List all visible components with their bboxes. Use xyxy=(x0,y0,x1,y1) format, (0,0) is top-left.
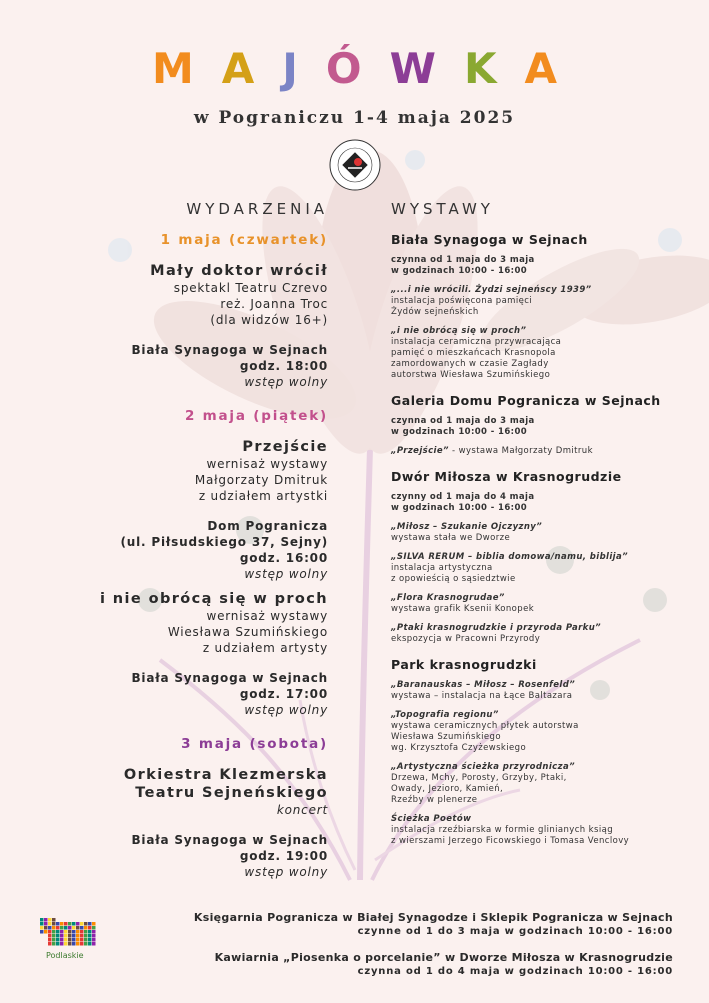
logo-mosaic-tile xyxy=(52,930,56,934)
logo-mosaic-tile xyxy=(68,922,72,926)
exhibition-title xyxy=(391,710,691,721)
logo-mosaic-tile xyxy=(92,942,96,946)
logo-mosaic-tile xyxy=(64,930,68,934)
logo-mosaic-tile xyxy=(84,922,88,926)
logo-mosaic-tile xyxy=(64,938,68,942)
title-letter: A xyxy=(221,44,255,93)
venue-hours-line: w godzinach 10:00 - 16:00 xyxy=(391,427,528,437)
title-letter: Ó xyxy=(325,44,362,93)
logo-mosaic-tile xyxy=(72,942,76,946)
logo-mosaic-tile xyxy=(80,934,84,938)
logo-mosaic-tile xyxy=(72,934,76,938)
logo-mosaic-tile xyxy=(76,938,80,942)
foundation-seal-icon xyxy=(328,138,382,192)
logo-mosaic-tile xyxy=(92,922,96,926)
logo-mosaic-tile xyxy=(52,922,56,926)
venue-hours xyxy=(391,416,691,438)
logo-mosaic-tile xyxy=(76,942,80,946)
logo-mosaic-tile xyxy=(64,942,68,946)
event-description: wernisaż wystawy xyxy=(206,609,328,623)
logo-mosaic-tile xyxy=(60,922,64,926)
logo-mosaic-tile xyxy=(76,922,80,926)
logo-mosaic-tile xyxy=(76,934,80,938)
event-meta xyxy=(90,342,328,390)
footer-bookshop-hours: czynne od 1 do 3 maja w godzinach 10:00 - 16:00 xyxy=(357,926,673,937)
exhibition-title xyxy=(391,522,691,533)
logo-mosaic-tile xyxy=(84,934,88,938)
footer-bookshop-title: Księgarnia Pogranicza w Białej Synagodze i Sklepik Pogranicza w Sejnach xyxy=(193,911,673,924)
logo-mosaic-tile xyxy=(60,926,64,930)
exhibition-description: wg. Krzysztofa Czyżewskiego xyxy=(391,743,527,753)
logo-mosaic-tile xyxy=(56,922,60,926)
event-place: Dom Pogranicza xyxy=(207,519,328,533)
logo-mosaic-tile xyxy=(52,926,56,930)
exhibition-title-text: „...i nie wrócili. Żydzi sejneńscy 1939” xyxy=(391,285,592,295)
logo-mosaic-tile xyxy=(72,938,76,942)
title-letter: W xyxy=(389,44,436,93)
event-type: koncert xyxy=(276,803,328,817)
logo-mosaic-tile xyxy=(40,930,44,934)
venue-hours-line: czynna od 1 maja do 3 maja xyxy=(391,416,535,426)
exhibition-title xyxy=(391,814,691,825)
exhibition-title xyxy=(391,285,691,296)
exhibition-item xyxy=(391,593,691,615)
venue-hours xyxy=(391,255,691,277)
venue-hours xyxy=(391,492,691,514)
poster-title xyxy=(0,44,709,93)
venue-name: Galeria Domu Pogranicza w Sejnach xyxy=(391,393,661,408)
exhibition-item xyxy=(391,680,691,702)
logo-mosaic-tile xyxy=(88,934,92,938)
event-title: Przejście xyxy=(242,439,328,455)
exhibition-description: instalacja rzeźbiarska w formie glinianych ksiąg xyxy=(391,825,613,835)
venue-hours-line: w godzinach 10:00 - 16:00 xyxy=(391,503,528,513)
logo-mosaic-tile xyxy=(92,930,96,934)
event-description: Małgorzaty Dmitruk xyxy=(194,473,328,487)
exhibition-description: wystawa ceramicznych płytek autorstwa xyxy=(391,721,579,731)
exhibition-description: pamięć o mieszkańcach Krasnopola xyxy=(391,348,556,358)
day-heading: 3 maja (sobota) xyxy=(181,736,328,752)
logo-mosaic-tile xyxy=(68,942,72,946)
exhibition-inline-desc: - wystawa Małgorzaty Dmitruk xyxy=(448,446,593,456)
venue-name: Park krasnogrudzki xyxy=(391,657,537,672)
logo-mosaic-tile xyxy=(40,922,44,926)
exhibition-title xyxy=(391,593,691,604)
logo-mosaic-tile xyxy=(60,930,64,934)
exhibition-item xyxy=(391,285,691,318)
day-heading: 2 maja (piątek) xyxy=(184,408,328,424)
exhibition-title-text: „Flora Krasnogrudae” xyxy=(391,593,505,603)
logo-mosaic-tile xyxy=(40,918,44,922)
logo-mosaic-tile xyxy=(48,922,52,926)
exhibition-title-text: „SILVA RERUM – biblia domowa/namu, biblija” xyxy=(391,552,629,562)
event-place: godz. 18:00 xyxy=(239,359,328,373)
event-description: reż. Joanna Troc xyxy=(220,297,328,311)
event-description: Wiesława Szumińskiego xyxy=(167,625,328,639)
exhibition-title-text: „Ptaki krasnogrudzkie i przyroda Parku” xyxy=(391,623,602,633)
logo-mosaic-tile xyxy=(72,926,76,930)
logo-mosaic-tile xyxy=(68,930,72,934)
logo-mosaic-tile xyxy=(60,934,64,938)
event-admission: wstęp wolny xyxy=(244,703,328,717)
logo-mosaic-tile xyxy=(80,942,84,946)
logo-mosaic-tile xyxy=(40,926,44,930)
logo-mosaic-tile xyxy=(52,918,56,922)
exhibition-description: z wierszami Jerzego Ficowskiego i Tomasa Venclovy xyxy=(391,836,630,846)
event-admission: wstęp wolny xyxy=(244,567,328,581)
event-description: z udziałem artystki xyxy=(198,489,328,503)
logo-mosaic-tile xyxy=(80,926,84,930)
logo-mosaic-tile xyxy=(48,926,52,930)
exhibitions-heading: WYSTAWY xyxy=(391,200,494,218)
venue-hours-line: czynny od 1 maja do 4 maja xyxy=(391,492,535,502)
title-letter: M xyxy=(151,44,194,93)
exhibition-item xyxy=(391,623,691,645)
event-title: i nie obrócą się w proch xyxy=(99,591,328,607)
event-description: wernisaż wystawy xyxy=(206,457,328,471)
exhibition-item xyxy=(391,814,691,847)
logo-mosaic-tile xyxy=(64,922,68,926)
event-place: godz. 17:00 xyxy=(239,687,328,701)
exhibition-title xyxy=(391,446,691,457)
logo-mosaic-tile xyxy=(48,938,52,942)
event-item xyxy=(90,438,328,582)
event-meta xyxy=(90,518,328,582)
logo-mosaic-tile xyxy=(48,934,52,938)
exhibition-title-text: „i nie obrócą się w proch” xyxy=(391,326,527,336)
event-admission: wstęp wolny xyxy=(244,865,328,879)
logo-mosaic-tile xyxy=(72,930,76,934)
logo-mosaic-tile xyxy=(88,938,92,942)
podlaskie-logo-text: Podlaskie xyxy=(46,951,84,960)
exhibition-item xyxy=(391,552,691,585)
exhibition-title xyxy=(391,623,691,634)
exhibition-item xyxy=(391,446,691,457)
event-item xyxy=(90,262,328,390)
logo-mosaic-tile xyxy=(92,938,96,942)
exhibition-description: Drzewa, Mchy, Porosty, Grzyby, Ptaki, xyxy=(391,773,567,783)
event-description: spektakl Teatru Czrevo xyxy=(173,281,328,295)
logo-mosaic-tile xyxy=(84,938,88,942)
logo-mosaic-tile xyxy=(44,918,48,922)
logo-mosaic-tile xyxy=(56,926,60,930)
title-letter: J xyxy=(282,44,298,93)
logo-mosaic-tile xyxy=(80,922,84,926)
venue-hours-line: w godzinach 10:00 - 16:00 xyxy=(391,266,528,276)
logo-mosaic-tile xyxy=(56,938,60,942)
logo-mosaic-tile xyxy=(52,942,56,946)
exhibition-title xyxy=(391,326,691,337)
event-title: Mały doktor wrócił xyxy=(150,263,328,279)
footer-cafe xyxy=(113,950,673,979)
exhibition-title xyxy=(391,762,691,773)
event-item xyxy=(90,590,328,718)
exhibition-description: ekspozycja w Pracowni Przyrody xyxy=(391,634,541,644)
exhibition-title-text: „Artystyczna ścieżka przyrodnicza” xyxy=(391,762,575,772)
exhibition-description: Owady, Jezioro, Kamień, xyxy=(391,784,504,794)
event-item xyxy=(90,766,328,880)
logo-mosaic-tile xyxy=(76,930,80,934)
event-place: godz. 16:00 xyxy=(239,551,328,565)
exhibition-description: wystawa – instalacja na Łące Baltazara xyxy=(391,691,573,701)
event-meta xyxy=(90,832,328,880)
venue-name: Biała Synagoga w Sejnach xyxy=(391,232,588,247)
exhibition-description: wystawa grafik Ksenii Konopek xyxy=(391,604,535,614)
exhibitions-column xyxy=(391,200,691,855)
event-title: Teatru Sejneńskiego xyxy=(135,785,328,801)
logo-mosaic-tile xyxy=(80,938,84,942)
logo-mosaic-tile xyxy=(60,942,64,946)
logo-mosaic-tile xyxy=(88,930,92,934)
exhibition-title-text: Ścieżka Poetów xyxy=(391,814,472,824)
logo-mosaic-tile xyxy=(52,934,56,938)
venue-hours-line: czynna od 1 maja do 3 maja xyxy=(391,255,535,265)
logo-mosaic-tile xyxy=(68,938,72,942)
exhibition-description: autorstwa Wiesława Szumińskiego xyxy=(391,370,551,380)
logo-mosaic-tile xyxy=(88,922,92,926)
exhibition-description: Rzeźby w plenerze xyxy=(391,795,478,805)
exhibition-description: instalacja artystyczna xyxy=(391,563,493,573)
logo-mosaic-tile xyxy=(44,926,48,930)
event-admission: wstęp wolny xyxy=(244,375,328,389)
logo-mosaic-tile xyxy=(44,922,48,926)
title-letter: K xyxy=(463,44,497,93)
event-description: (dla widzów 16+) xyxy=(210,313,328,327)
event-place: Biała Synagoga w Sejnach xyxy=(131,833,328,847)
logo-mosaic-tile xyxy=(88,942,92,946)
event-description: z udziałem artysty xyxy=(202,641,328,655)
exhibition-item xyxy=(391,762,691,806)
day-heading: 1 maja (czwartek) xyxy=(160,232,328,248)
exhibition-description: Wiesława Szumińskiego xyxy=(391,732,501,742)
exhibition-item xyxy=(391,326,691,381)
logo-mosaic-tile xyxy=(84,926,88,930)
logo-mosaic-tile xyxy=(48,930,52,934)
event-place: Biała Synagoga w Sejnach xyxy=(131,671,328,685)
logo-mosaic-tile xyxy=(48,918,52,922)
logo-mosaic-tile xyxy=(52,938,56,942)
venue-name: Dwór Miłosza w Krasnogrudzie xyxy=(391,469,622,484)
event-place: Biała Synagoga w Sejnach xyxy=(131,343,328,357)
poster-subtitle: w Pograniczu 1-4 maja 2025 xyxy=(193,108,516,128)
exhibition-title-text: „Baranauskas – Miłosz – Rosenfeld” xyxy=(391,680,576,690)
exhibition-title xyxy=(391,680,691,691)
event-title: Orkiestra Klezmerska xyxy=(123,767,328,783)
logo-mosaic-tile xyxy=(92,934,96,938)
logo-mosaic-tile xyxy=(72,922,76,926)
footer-cafe-title: Kawiarnia „Piosenka o porcelanie” w Dworze Miłosza w Krasnogrudzie xyxy=(214,951,673,964)
logo-mosaic-tile xyxy=(76,926,80,930)
logo-mosaic-tile xyxy=(56,930,60,934)
events-column xyxy=(90,200,328,888)
logo-mosaic-tile xyxy=(44,930,48,934)
logo-mosaic-tile xyxy=(64,926,68,930)
logo-mosaic-tile xyxy=(56,934,60,938)
logo-mosaic-tile xyxy=(92,926,96,930)
logo-mosaic-tile xyxy=(68,934,72,938)
title-letter: A xyxy=(524,44,558,93)
exhibition-description: zamordowanych w czasie Zagłady xyxy=(391,359,549,369)
exhibition-title-text: „Topografia regionu” xyxy=(391,710,499,720)
event-meta xyxy=(90,670,328,718)
exhibition-description: instalacja poświęcona pamięci xyxy=(391,296,533,306)
event-place: godz. 19:00 xyxy=(239,849,328,863)
event-place: (ul. Piłsudskiego 37, Sejny) xyxy=(120,535,328,549)
exhibition-description: wystawa stała we Dworze xyxy=(391,533,511,543)
exhibition-description: z opowieścią o sąsiedztwie xyxy=(391,574,516,584)
exhibition-description: instalacja ceramiczna przywracająca xyxy=(391,337,562,347)
footer-cafe-hours: czynna od 1 do 4 maja w godzinach 10:00 - 16:00 xyxy=(357,966,673,977)
logo-mosaic-tile xyxy=(80,930,84,934)
logo-mosaic-tile xyxy=(48,942,52,946)
logo-mosaic-tile xyxy=(84,930,88,934)
exhibition-title-text: „Przejście” xyxy=(391,446,449,456)
logo-mosaic-tile xyxy=(60,938,64,942)
events-heading: WYDARZENIA xyxy=(186,200,328,218)
exhibition-title-text: „Miłosz – Szukanie Ojczyzny” xyxy=(391,522,543,532)
exhibition-description: Żydów sejneńskich xyxy=(391,307,479,317)
logo-mosaic-tile xyxy=(88,926,92,930)
logo-mosaic-tile xyxy=(84,942,88,946)
exhibition-item xyxy=(391,710,691,754)
logo-mosaic-tile xyxy=(68,926,72,930)
exhibition-title xyxy=(391,552,691,563)
exhibition-item xyxy=(391,522,691,544)
logo-mosaic-tile xyxy=(56,942,60,946)
logo-mosaic-tile xyxy=(64,934,68,938)
footer-bookshop xyxy=(113,910,673,939)
